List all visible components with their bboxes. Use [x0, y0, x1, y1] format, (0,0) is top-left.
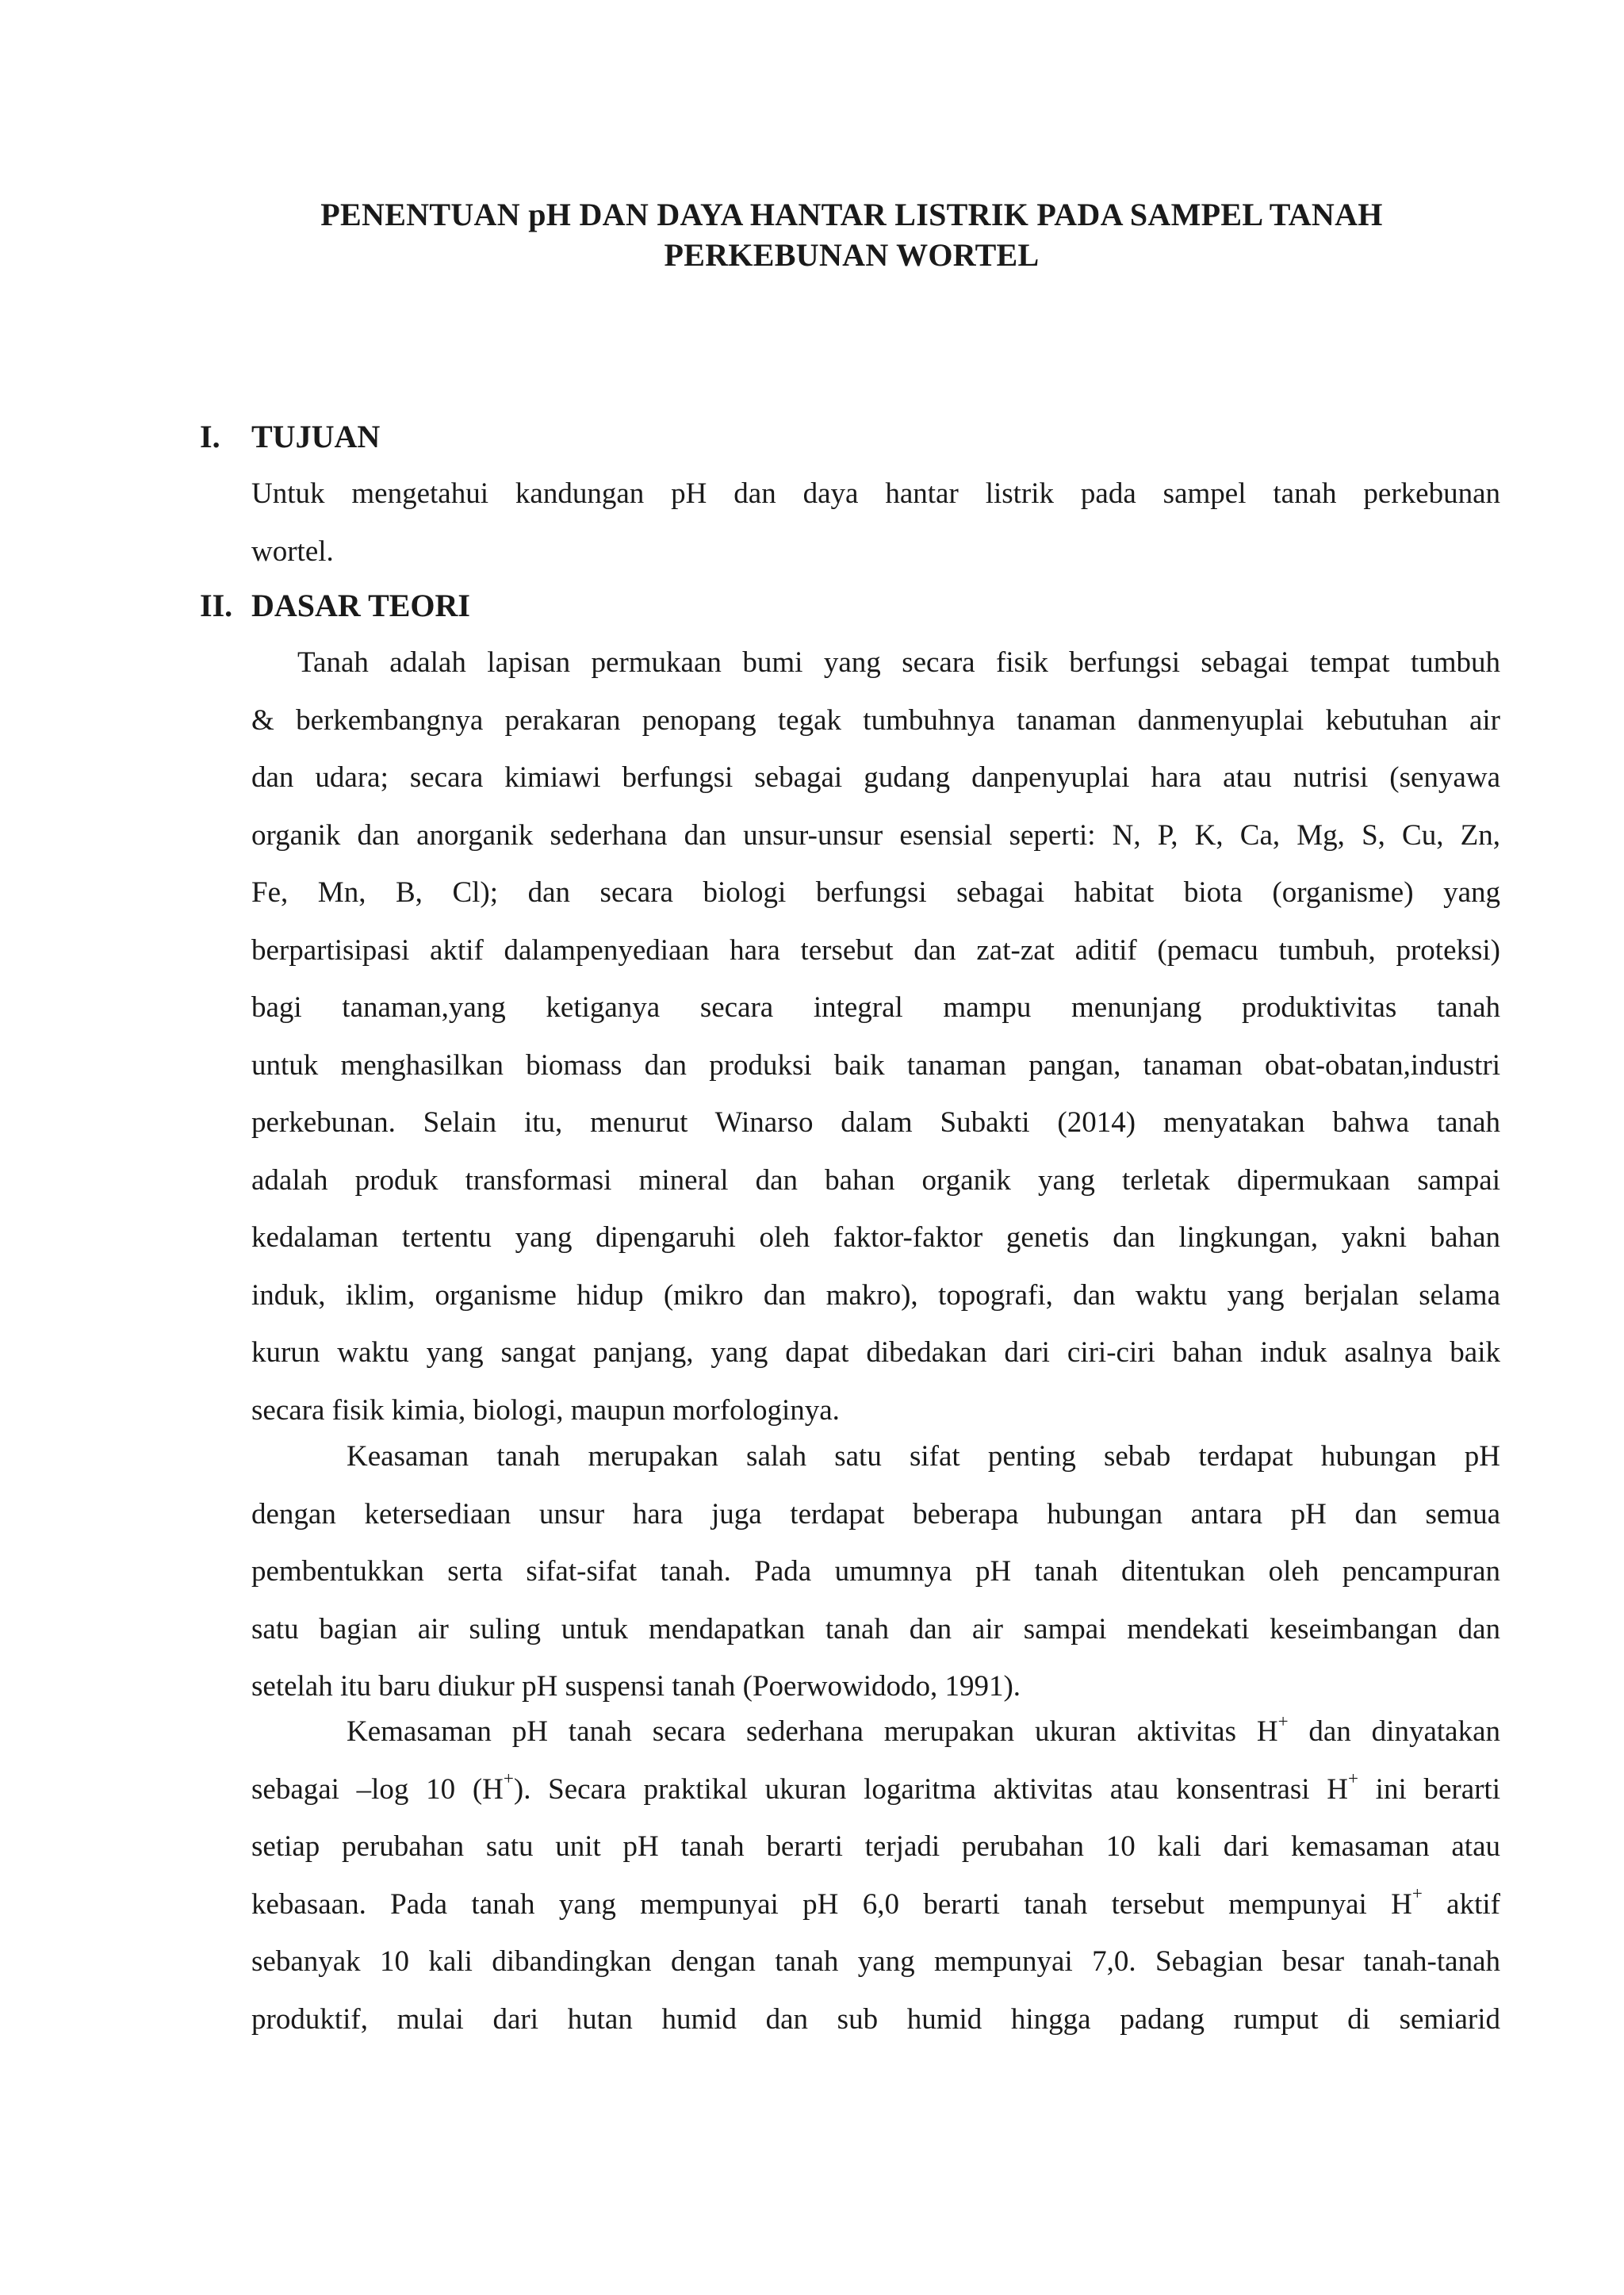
paragraph-line: bagi tanaman,yang ketiganya secara integral mampu menunjang produktivitas tanah — [251, 991, 1500, 1024]
section-number: II. — [200, 588, 233, 623]
paragraph-line — [251, 1876, 1500, 1934]
text-run: aktif — [1422, 1887, 1500, 1921]
section-number: I. — [200, 419, 220, 454]
text-run: Kemasaman pH tanah secara sederhana merupakan ukuran aktivitas H — [347, 1715, 1278, 1748]
text-run: sebagai –log 10 (H — [251, 1772, 504, 1806]
paragraph-line: setelah itu baru diukur pH suspensi tanah (Poerwowidodo, 1991). — [251, 1670, 1021, 1703]
text-run: ini berarti — [1358, 1772, 1500, 1806]
paragraph-line: adalah produk transformasi mineral dan bahan organik yang terletak dipermukaan sampai — [251, 1163, 1500, 1197]
superscript: + — [1277, 1711, 1289, 1731]
paragraph-line: setiap perubahan satu unit pH tanah berarti terjadi perubahan 10 kali dari kemasaman atau — [251, 1830, 1500, 1863]
paragraph-line: secara fisik kimia, biologi, maupun morfologinya. — [251, 1393, 840, 1427]
paragraph-line: kedalaman tertentu yang dipengaruhi oleh faktor-faktor genetis dan lingkungan, yakni bahan — [251, 1221, 1500, 1254]
superscript: + — [1411, 1883, 1423, 1904]
superscript: + — [503, 1768, 514, 1789]
paragraph-line: untuk menghasilkan biomass dan produksi baik tanaman pangan, tanaman obat-obatan,industri — [251, 1048, 1500, 1082]
document-title-line-1: PENENTUAN pH DAN DAYA HANTAR LISTRIK PADA SAMPEL TANAH — [320, 197, 1383, 232]
document-title-line-2: PERKEBUNAN WORTEL — [664, 237, 1040, 273]
paragraph-line: perkebunan. Selain itu, menurut Winarso dalam Subakti (2014) menyatakan bahwa tanah — [251, 1106, 1500, 1139]
paragraph-line: Keasaman tanah merupakan salah satu sifat penting sebab terdapat hubungan pH — [347, 1440, 1500, 1473]
paragraph-line: induk, iklim, organisme hidup (mikro dan makro), topografi, dan waktu yang berjalan selama — [251, 1278, 1500, 1312]
paragraph-line: Tanah adalah lapisan permukaan bumi yang secara fisik berfungsi sebagai tempat tumbuh — [297, 646, 1500, 679]
tujuan-paragraph — [251, 466, 1500, 580]
section-heading-dasar-teori — [200, 587, 834, 626]
paragraph-line: sebanyak 10 kali dibandingkan dengan tanah yang mempunyai 7,0. Sebagian besar tanah-tanah — [251, 1945, 1500, 1978]
paragraph-line: wortel. — [251, 534, 334, 568]
paragraph-line: Fe, Mn, B, Cl); dan secara biologi berfungsi sebagai habitat biota (organisme) yang — [251, 876, 1500, 909]
section-heading-tujuan — [200, 418, 834, 458]
text-run: dan dinyatakan — [1288, 1715, 1501, 1748]
dasar-teori-paragraph-1 — [251, 634, 1500, 1439]
text-run: kebasaan. Pada tanah yang mempunyai pH 6,0 berarti tanah tersebut mempunyai H — [251, 1887, 1412, 1921]
paragraph-line — [251, 1761, 1500, 1819]
paragraph-line: pembentukkan serta sifat-sifat tanah. Pada umumnya pH tanah ditentukan oleh pencampuran — [251, 1555, 1500, 1588]
paragraph-line: organik dan anorganik sederhana dan unsur-unsur esensial seperti: N, P, K, Ca, Mg, S, Cu, Zn, — [251, 818, 1500, 852]
paragraph-line: dengan ketersediaan unsur hara juga terdapat beberapa hubungan antara pH dan semua — [251, 1497, 1500, 1531]
superscript: + — [1347, 1768, 1358, 1789]
section-heading-text: DASAR TEORI — [251, 588, 470, 623]
section-heading-text: TUJUAN — [251, 419, 381, 454]
dasar-teori-paragraph-3 — [251, 1703, 1500, 2048]
dasar-teori-paragraph-2 — [251, 1428, 1500, 1716]
paragraph-line: satu bagian air suling untuk mendapatkan tanah dan air sampai mendekati keseimbangan dan — [251, 1612, 1500, 1646]
text-run: ). Secara praktikal ukuran logaritma aktivitas atau konsentrasi H — [513, 1772, 1348, 1806]
paragraph-line: Untuk mengetahui kandungan pH dan daya hantar listrik pada sampel tanah perkebunan — [251, 477, 1500, 510]
paragraph-line — [251, 1703, 1500, 1761]
paragraph-line: berpartisipasi aktif dalampenyediaan hara tersebut dan zat-zat aditif (pemacu tumbuh, proteksi) — [251, 933, 1500, 967]
paragraph-line: dan udara; secara kimiawi berfungsi sebagai gudang danpenyuplai hara atau nutrisi (senyawa — [251, 761, 1500, 794]
paragraph-line: kurun waktu yang sangat panjang, yang dapat dibedakan dari ciri-ciri bahan induk asalnya baik — [251, 1336, 1500, 1369]
paragraph-line: produktif, mulai dari hutan humid dan sub humid hingga padang rumput di semiarid — [251, 2002, 1500, 2036]
paragraph-line: & berkembangnya perakaran penopang tegak tumbuhnya tanaman danmenyuplai kebutuhan air — [251, 703, 1500, 737]
